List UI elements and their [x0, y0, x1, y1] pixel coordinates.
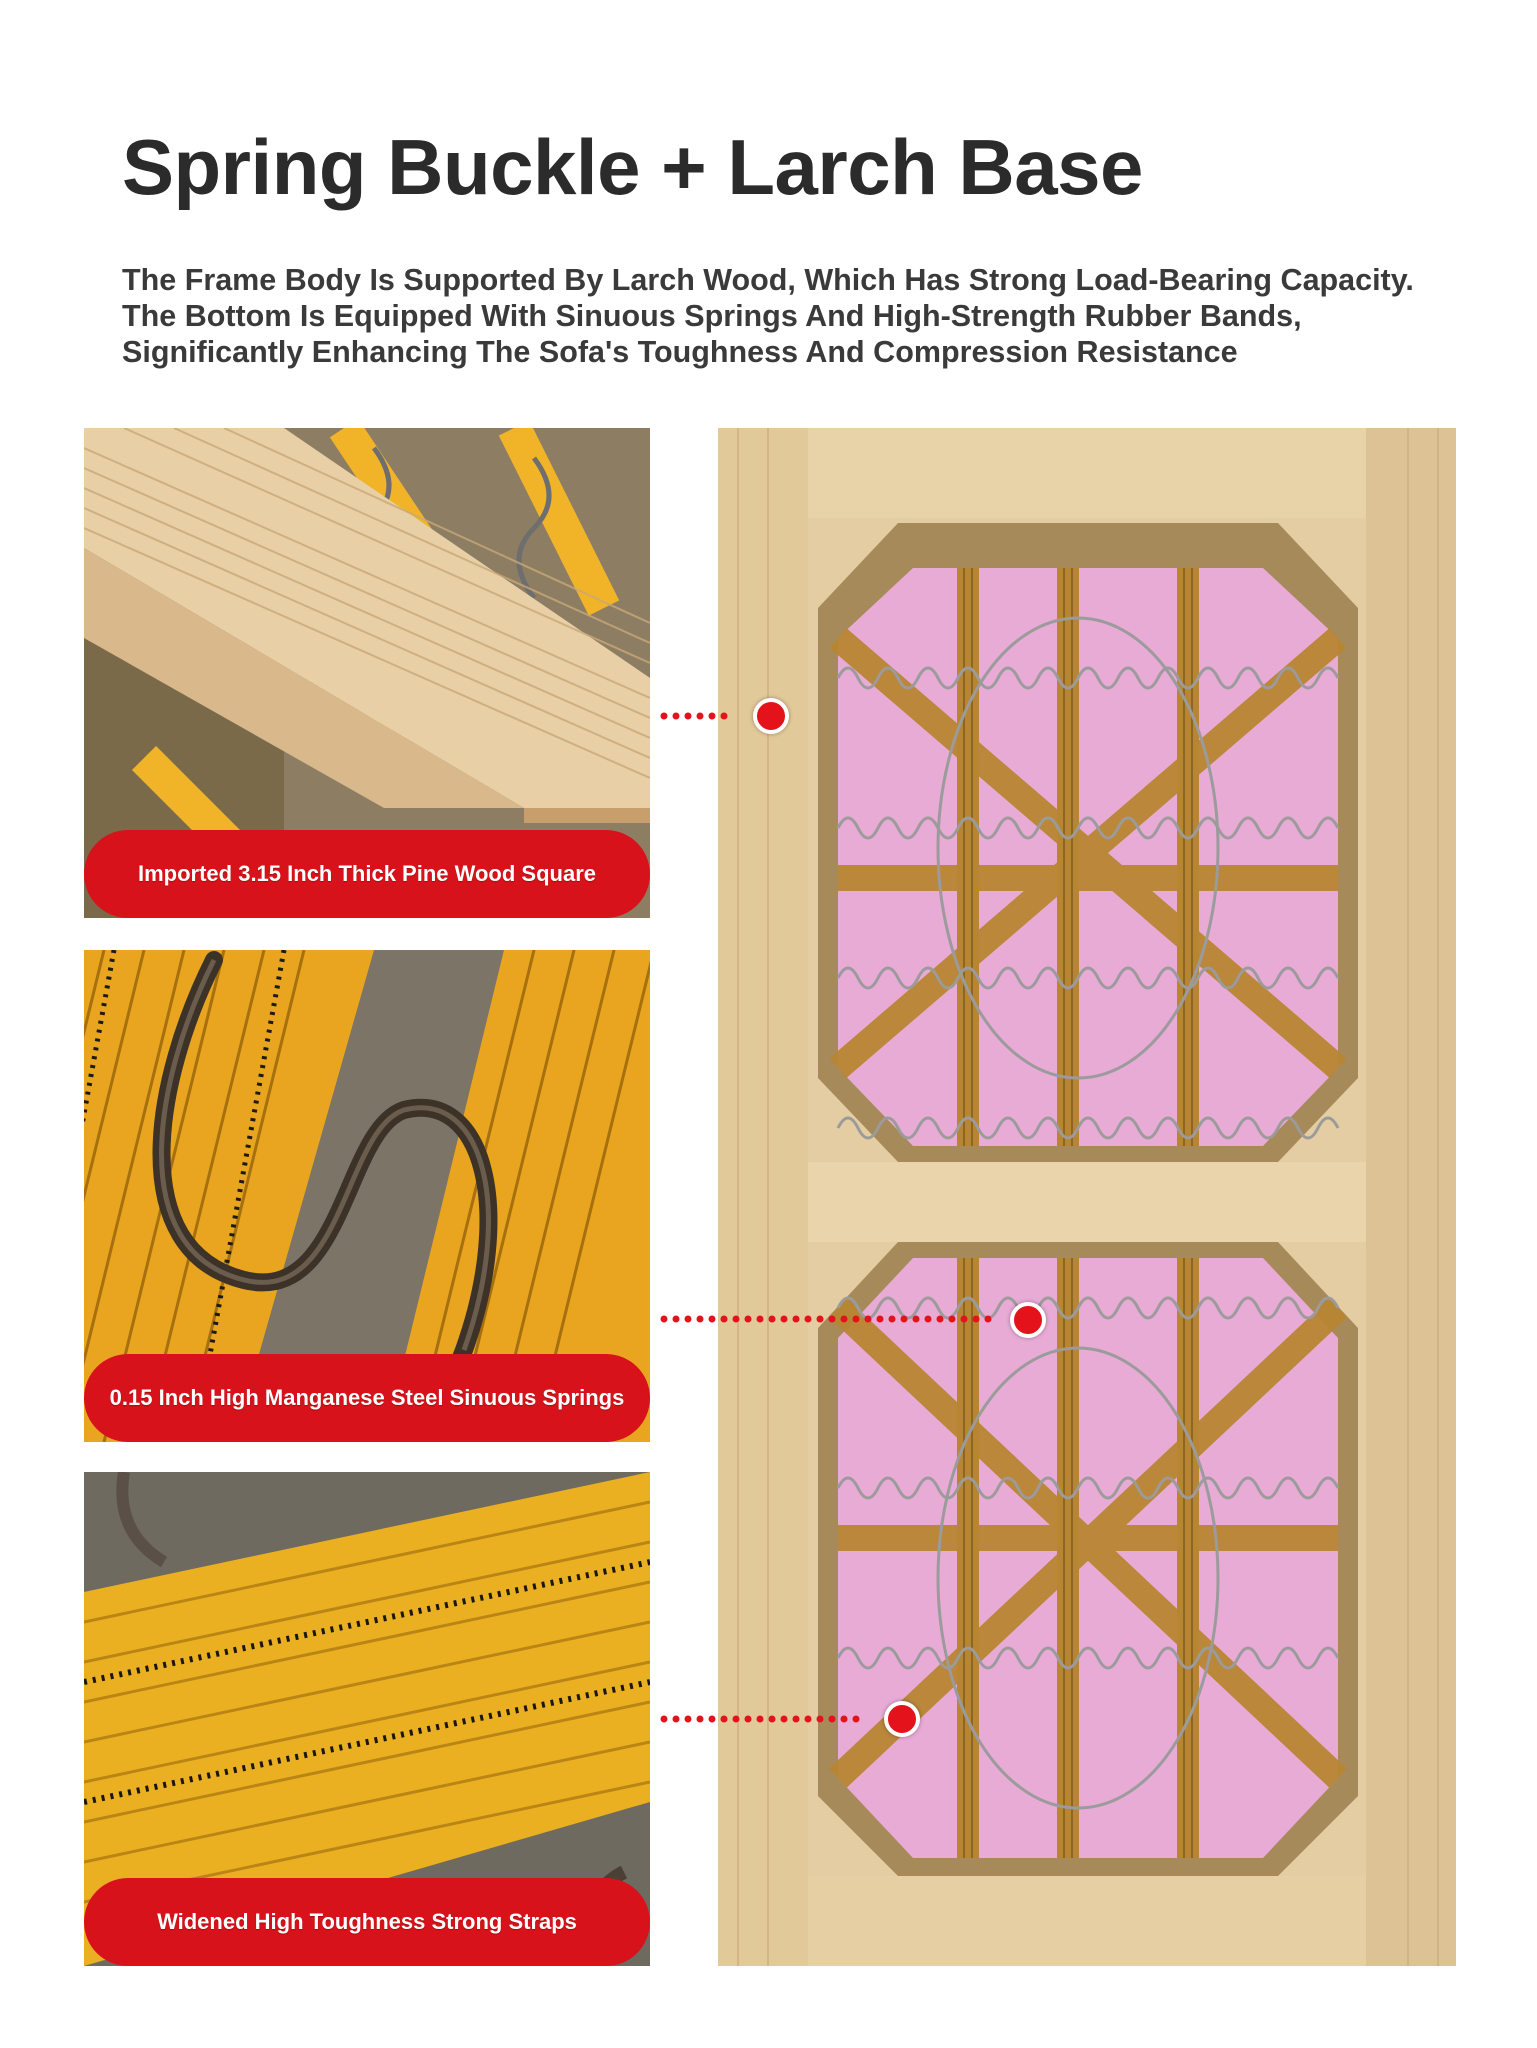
feature-label-bar: [84, 1878, 650, 1966]
callout-leader-3: [660, 1715, 880, 1723]
feature-label: Imported 3.15 Inch Thick Pine Wood Square: [137, 861, 596, 886]
callout-leader-2: [660, 1315, 1005, 1323]
feature-label-bar: [84, 1354, 650, 1442]
page-title: Spring Buckle + Larch Base: [122, 123, 1143, 211]
feature-panel-pine-wood: [84, 428, 650, 918]
feature-panel-sinuous-springs: [84, 950, 650, 1442]
callout-leader-1: [660, 712, 740, 720]
page-description: The Frame Body Is Supported By Larch Wood, Which Has Strong Load-Bearing Capacity. The Bottom Is Equipped With Sinuous Springs And High-Strength Rubber Bands, Significantly Enhancing The Sofa's Toughness And Compression Resistance: [122, 263, 1414, 369]
feature-label: Widened High Toughness Strong Straps: [157, 1909, 577, 1934]
feature-label-bar: [84, 830, 650, 918]
callout-marker-3: [884, 1701, 920, 1737]
callout-marker-1: [753, 698, 789, 734]
feature-panel-straps: [84, 1472, 650, 1966]
callout-marker-2: [1010, 1302, 1046, 1338]
sofa-frame-image: [718, 428, 1456, 1966]
feature-label: 0.15 Inch High Manganese Steel Sinuous Springs: [109, 1385, 625, 1410]
